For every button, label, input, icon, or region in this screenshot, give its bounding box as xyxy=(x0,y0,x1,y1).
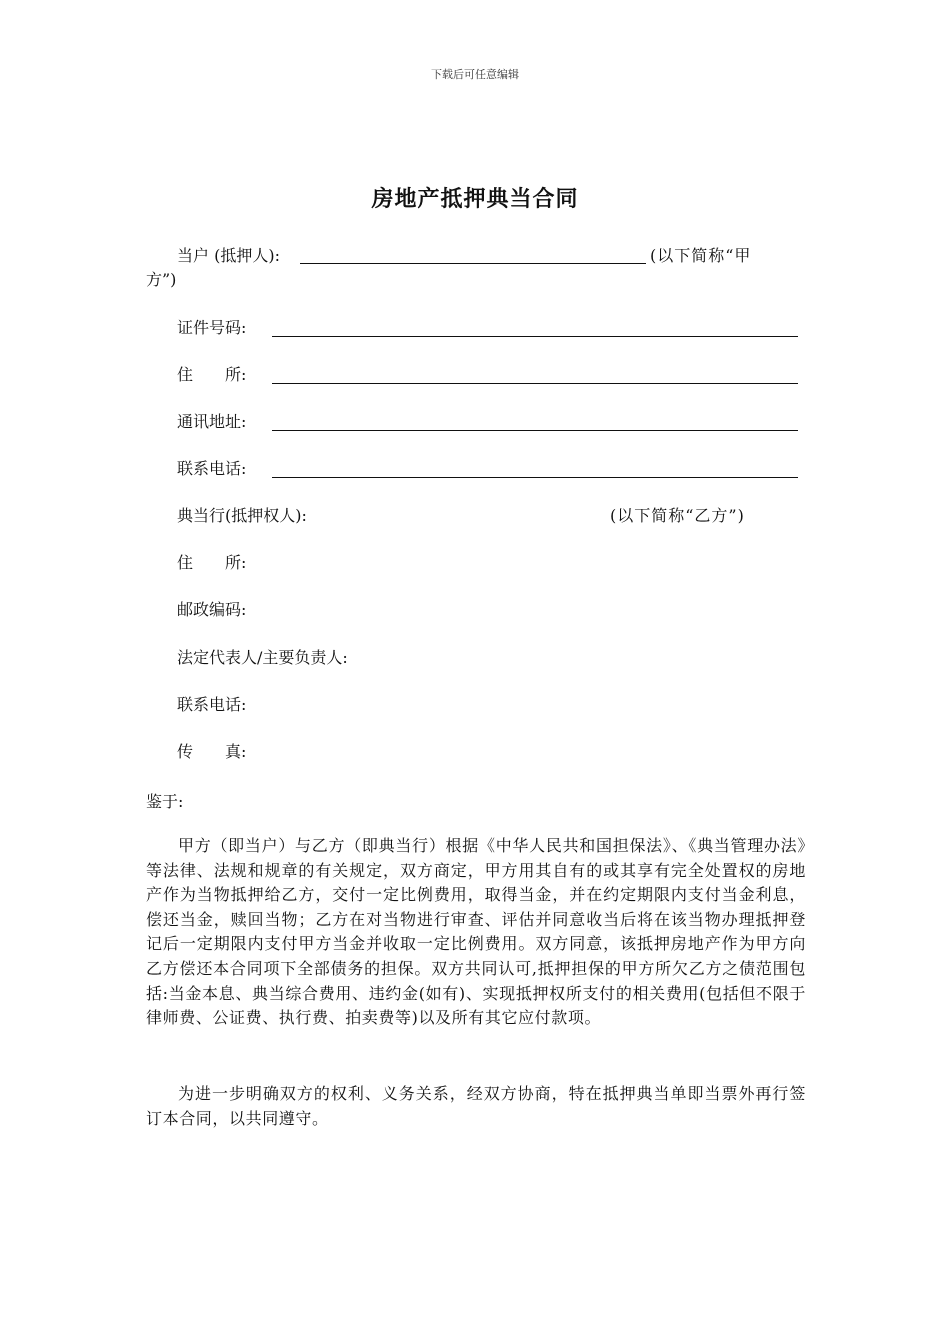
party-a-address-field[interactable] xyxy=(272,383,798,384)
recital-paragraph-2-text: 为进一步明确双方的权利、义务关系，经双方协商，特在抵押典当单即当票外再行签订本合同，以共同遵守。 xyxy=(146,1084,806,1128)
legal-representative-label: 法定代表人/主要负责人: xyxy=(177,648,348,667)
recital-paragraph-1-text: 甲方（即当户）与乙方（即典当行）根据《中华人民共和国担保法》、《典当管理办法》等法律、法规和规章的有关规定，双方商定，甲方用其自有的或其享有完全处置权的房地产作为当物抵押给乙方，交付一定比例费用，取得当金，并在约定期限内支付当金利息，偿还当金，赎回当物；乙方在对当物进行审查、评估并同意收当后将在该当物办理抵押登记后一定期限内支付甲方当金并收取一定比例费用。双方同意，该抵押房地产作为甲方向乙方偿还本合同项下全部债务的担保。双方共同认可,抵押担保的甲方所欠乙方之债范围包括:当金本息、典当综合费用、违约金(如有)、实现抵押权所支付的相关费用(包括但不限于律师费、公证费、执行费、拍卖费等)以及所有其它应付款项。 xyxy=(146,836,806,1028)
mailing-address-field[interactable] xyxy=(272,430,798,431)
id-number-field[interactable] xyxy=(272,336,798,337)
recital-paragraph-2 xyxy=(146,1082,806,1131)
party-b-address-label: 住 所: xyxy=(177,553,247,572)
id-number-label: 证件号码: xyxy=(177,318,247,337)
party-a-phone-label: 联系电话: xyxy=(177,459,247,478)
recital-paragraph-1 xyxy=(146,834,806,1031)
party-b-label: 典当行(抵押权人): xyxy=(177,506,307,525)
party-a-suffix-1: (以下简称“甲 xyxy=(650,246,752,265)
party-a-phone-field[interactable] xyxy=(272,477,798,478)
party-a-address-label: 住 所: xyxy=(177,365,247,384)
whereas-label: 鉴于: xyxy=(146,792,184,811)
party-a-name-field[interactable] xyxy=(300,263,646,264)
fax-label: 传 真: xyxy=(177,742,247,761)
party-a-label: 当户 (抵押人): xyxy=(177,246,280,265)
postcode-label: 邮政编码: xyxy=(177,600,247,619)
mailing-address-label: 通讯地址: xyxy=(177,412,247,431)
party-b-phone-label: 联系电话: xyxy=(177,695,247,714)
party-b-suffix: (以下简称“乙方”) xyxy=(610,506,745,525)
page-title: 房地产抵押典当合同 xyxy=(371,186,579,212)
party-a-suffix-2: 方”) xyxy=(146,270,177,289)
header-note: 下载后可任意编辑 xyxy=(431,68,519,81)
